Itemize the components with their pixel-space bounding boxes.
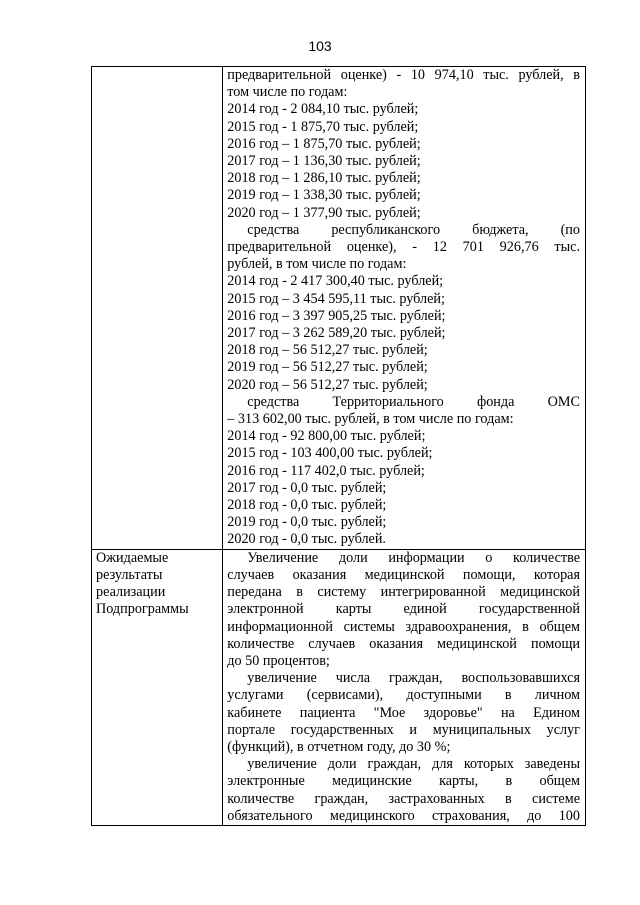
expected-results-cell [223, 549, 586, 825]
text-line: кабинете пациента "Мое здоровье" на Едином [227, 704, 580, 721]
text-line: передана в систему интегрированной медицинской [227, 584, 580, 601]
text-line: (функций), в отчетном году, до 30 %; [227, 738, 451, 755]
text-line: 2017 год – 3 262 589,20 тыс. рублей; [227, 325, 446, 342]
text-line: случаев оказания медицинской помощи, которая [227, 566, 580, 583]
table-row-funding [92, 67, 586, 550]
text-line: 2019 год – 1 338,30 тыс. рублей; [227, 187, 421, 204]
table-row-expected-results [92, 549, 586, 825]
label-line: результаты [96, 566, 163, 583]
text-line: – 313 602,00 тыс. рублей, в том числе по годам: [227, 411, 514, 428]
text-line: 2014 год - 2 084,10 тыс. рублей; [227, 101, 419, 118]
text-line: до 50 процентов; [227, 652, 330, 669]
text-line: услугами (сервисами), доступными в личном [227, 687, 580, 704]
program-table [91, 66, 586, 826]
text-line: увеличение доли граждан, для которых заведены [247, 756, 580, 773]
text-line: 2017 год – 1 136,30 тыс. рублей; [227, 153, 421, 170]
text-line: 2019 год – 56 512,27 тыс. рублей; [227, 359, 428, 376]
text-line: 2014 год - 2 417 300,40 тыс. рублей; [227, 273, 444, 290]
text-line: средства Территориального фонда ОМС [247, 393, 580, 410]
expected-results-label-cell [92, 549, 223, 825]
text-line: 2016 год – 3 397 905,25 тыс. рублей; [227, 307, 446, 324]
text-line: портале государственных и муниципальных услуг [227, 721, 580, 738]
text-line: 2020 год – 1 377,90 тыс. рублей; [227, 204, 421, 221]
text-line: 2015 год – 3 454 595,11 тыс. рублей; [227, 290, 445, 307]
text-line: количестве случаев оказания медицинской помощи [227, 635, 580, 652]
text-line: Увеличение доли информации о количестве [247, 549, 580, 566]
label-line: реализации [96, 584, 166, 601]
text-line: 2019 год - 0,0 тыс. рублей; [227, 514, 387, 531]
label-line: Ожидаемые [96, 549, 169, 566]
funding-details-cell [223, 67, 586, 550]
text-line: обязательного медицинского страхования, до 100 [227, 807, 580, 824]
text-line: средства республиканского бюджета, (по [247, 221, 580, 238]
text-line: 2017 год - 0,0 тыс. рублей; [227, 479, 387, 496]
text-line: 2020 год - 0,0 тыс. рублей. [227, 531, 386, 548]
row-label-empty [92, 67, 223, 550]
text-line: количестве граждан, застрахованных в системе [227, 790, 580, 807]
text-line: 2018 год – 56 512,27 тыс. рублей; [227, 342, 428, 359]
text-line: 2015 год - 103 400,00 тыс. рублей; [227, 445, 433, 462]
text-line: 2020 год – 56 512,27 тыс. рублей; [227, 376, 428, 393]
label-line: Подпрограммы [96, 601, 189, 618]
text-line: 2016 год – 1 875,70 тыс. рублей; [227, 135, 421, 152]
text-line: электронные медицинские карты, в общем [227, 773, 580, 790]
text-line: информационной системы здравоохранения, в общем [227, 618, 580, 635]
text-line: 2015 год - 1 875,70 тыс. рублей; [227, 118, 419, 135]
text-line: электронной карты единой государственной [227, 601, 580, 618]
text-line: 2018 год - 0,0 тыс. рублей; [227, 497, 387, 514]
text-line: предварительной оценке) - 10 974,10 тыс. рублей, в [227, 67, 580, 83]
text-line: 2018 год – 1 286,10 тыс. рублей; [227, 170, 421, 187]
text-line: рублей, в том числе по годам: [227, 256, 407, 273]
text-line: увеличение числа граждан, воспользовавшихся [247, 670, 580, 687]
text-line: том числе по годам: [227, 84, 348, 101]
page-number: 103 [308, 38, 332, 54]
text-line: предварительной оценке), - 12 701 926,76 тыс. [227, 239, 580, 256]
text-line: 2014 год - 92 800,00 тыс. рублей; [227, 428, 426, 445]
text-line: 2016 год - 117 402,0 тыс. рублей; [227, 462, 425, 479]
